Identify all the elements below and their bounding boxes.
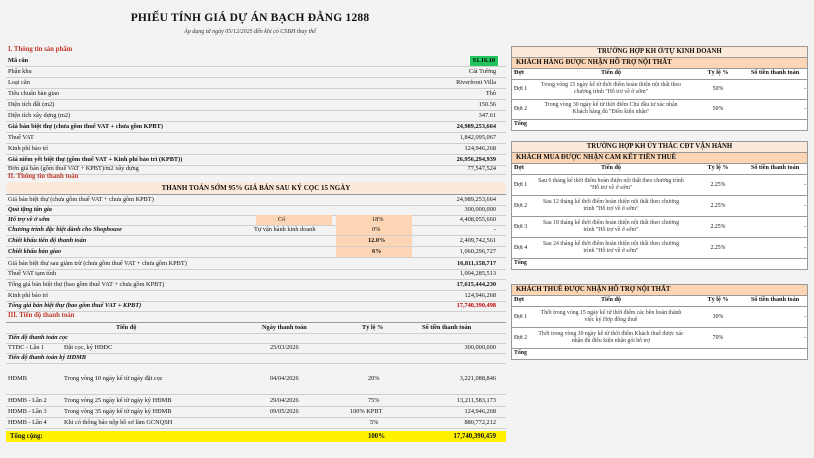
grand-total-value: 17,740,390,498 xyxy=(456,302,496,309)
col-header-amount: Số tiền thanh toán xyxy=(422,324,472,331)
col-progress: Tiến độ xyxy=(600,164,621,171)
product-value: Thô xyxy=(485,90,496,97)
schedule-installment: HĐMB xyxy=(8,375,27,382)
sheet-title: PHIẾU TÍNH GIÁ DỰ ÁN BẠCH ĐẰNG 1288 xyxy=(130,12,370,24)
schedule-date: 25/03/2026 xyxy=(270,344,299,351)
row-percent: 50% xyxy=(712,86,724,92)
total-row xyxy=(6,431,506,442)
row-desc: Thời trong vòng 30 ngày kể từ thời điểm Khách thuê được xác nhận đủ điều kiện nhận gói hỗ trợ xyxy=(538,331,684,344)
schedule-row xyxy=(6,418,506,429)
box1-total-row xyxy=(511,120,808,131)
product-label: Đơn giá bán (gồm thuế VAT + KPBT)/m2 xây dựng xyxy=(8,165,139,172)
schedule-date: 09/05/2026 xyxy=(270,408,299,415)
product-row xyxy=(6,111,506,122)
box2-row xyxy=(511,196,808,217)
product-label: Loại căn xyxy=(8,79,30,86)
col-dot: Đợt xyxy=(514,69,524,76)
row-amount: - xyxy=(804,203,806,209)
product-value: 1,842,095,067 xyxy=(459,134,496,141)
product-label: Mã căn xyxy=(8,57,29,64)
row-percent: 50% xyxy=(712,106,724,112)
product-value: 347.61 xyxy=(478,112,496,119)
product-row xyxy=(6,144,506,155)
box2-header xyxy=(511,164,808,175)
row-percent: 70% xyxy=(712,335,724,341)
product-label: Thuế VAT xyxy=(8,134,34,141)
product-label: Giá niêm yết biệt thự (gồm thuế VAT + Kinh phí bảo trì (KPBT)) xyxy=(8,156,183,163)
payment-row xyxy=(6,280,506,291)
schedule-row xyxy=(6,407,506,418)
col-progress: Tiến độ xyxy=(600,296,621,303)
section-3-header xyxy=(6,311,506,321)
box2-title: TRƯỜNG HỢP KH ỦY THÁC CĐT VẬN HÀNH xyxy=(511,141,808,153)
box3-header xyxy=(511,296,808,307)
product-value: Riverfront Villa xyxy=(456,79,496,86)
product-row xyxy=(6,133,506,144)
box2-row xyxy=(511,175,808,196)
handover-discount-percent[interactable]: 6% xyxy=(372,248,382,255)
col-amount: Số tiền thanh toán xyxy=(750,164,800,171)
section-1-title: I. Thông tin sản phẩm xyxy=(8,46,73,53)
row-percent: 2.25% xyxy=(710,245,726,251)
payment-value: 24,989,253,664 xyxy=(456,196,496,203)
total-amount: 17,740,390,459 xyxy=(453,433,496,440)
product-value: 24,989,253,664 xyxy=(456,123,496,130)
payment-label: Giá bán biệt thự sau giảm trừ (chưa gồm thuế VAT + chưa gồm KPBT) xyxy=(8,260,187,267)
payment-value: 4,408,055,660 xyxy=(459,216,496,223)
col-percent: Tỷ lệ % xyxy=(707,164,729,171)
row-desc: Sau 24 tháng kể thời điểm hoàn thiện nội thất theo chương trình "Hỗ trợ về ở sớm" xyxy=(543,241,679,254)
row-desc: Sau 18 tháng kể thời điểm hoàn thiện nội thất theo chương trình "Hỗ trợ về ở sớm" xyxy=(543,220,679,233)
total-label: Tổng cộng: xyxy=(10,433,43,440)
early-move-percent[interactable]: 18% xyxy=(372,216,384,223)
shophouse-percent[interactable]: 0% xyxy=(372,226,381,233)
box1-row xyxy=(511,80,808,100)
section-3-title: III. Tiến độ thanh toán xyxy=(8,312,75,319)
col-amount: Số tiền thanh toán xyxy=(750,69,800,76)
payment-value: 2,409,742,561 xyxy=(459,237,496,244)
owner-business-box xyxy=(511,46,808,131)
product-label: Kinh phí bảo trì xyxy=(8,145,49,152)
schedule-amount: 124,946,268 xyxy=(464,408,496,415)
box2-subtitle: KHÁCH MUA ĐƯỢC NHẬN CAM KẾT TIỀN THUÊ xyxy=(511,153,808,164)
schedule-condition: Trong vòng 35 ngày kể từ ngày ký HĐMB xyxy=(64,408,172,415)
payment-label: Quà tặng tân gia xyxy=(8,206,52,213)
tenant-support-box xyxy=(511,284,808,360)
box1-header xyxy=(511,69,808,80)
row-total-label: Tổng xyxy=(514,260,527,266)
product-value: 150.56 xyxy=(478,101,496,108)
row-amount: - xyxy=(804,86,806,92)
early-move-option[interactable]: Có xyxy=(278,216,286,223)
row-dot: Đợt 1 xyxy=(514,86,528,92)
box2-total-row xyxy=(511,259,808,270)
payment-label: Giá bán biệt thự (chưa gồm thuế VAT + chưa gồm KPBT) xyxy=(8,196,154,203)
payment-value: 124,946,268 xyxy=(464,292,496,299)
product-row xyxy=(6,122,506,133)
schedule-date: 04/04/2026 xyxy=(270,375,299,382)
schedule-percent: 20% xyxy=(368,375,380,382)
schedule-date: 29/04/2026 xyxy=(270,397,299,404)
payment-label: Tổng giá bán biệt thự (bao gồm thuế VAT + KPBT) xyxy=(8,302,142,309)
row-dot: Đợt 2 xyxy=(514,203,528,209)
payment-row xyxy=(6,247,506,258)
total-percent: 100% xyxy=(368,433,385,440)
product-row xyxy=(6,100,506,111)
shophouse-option[interactable]: Tự vận hành kinh doanh xyxy=(254,226,316,233)
row-amount: - xyxy=(804,106,806,112)
row-percent: 2.25% xyxy=(710,203,726,209)
schedule-condition: Khi có thông báo nộp hồ sơ làm GCNQSH xyxy=(64,419,173,426)
col-header-progress: Tiến độ xyxy=(116,324,137,331)
row-desc: Trong vòng 30 ngày kể từ thời điểm Chủ đầu tư xác nhận Khách hàng đủ "Điều kiện nhận" xyxy=(544,102,678,115)
schedule-installment: HĐMB - Lần 3 xyxy=(8,408,47,415)
schedule-subheader-label: Tiến độ thanh toán cọc xyxy=(8,334,68,341)
schedule-installment: HĐMB - Lần 4 xyxy=(8,419,47,426)
row-percent: 2.25% xyxy=(710,224,726,230)
row-desc: Trong vòng 15 ngày kể từ thời điểm hoàn thiện nội thất theo chương trình "Hỗ trợ về ở sớm" xyxy=(541,82,681,95)
schedule-amount: 880,772,212 xyxy=(464,419,496,426)
section-1-header xyxy=(6,45,506,55)
row-dot: Đợt 2 xyxy=(514,106,528,112)
box3-row xyxy=(511,328,808,349)
schedule-condition: Trong vòng 25 ngày kể từ ngày ký HĐMB xyxy=(64,397,172,404)
payment-value: - xyxy=(493,226,496,233)
schedule-subheader xyxy=(6,353,506,364)
row-percent: 2.25% xyxy=(710,182,726,188)
col-progress: Tiến độ xyxy=(600,69,621,76)
product-value: 77,547,524 xyxy=(467,165,496,172)
product-row xyxy=(6,56,506,67)
schedule-amount: 13,211,583,173 xyxy=(456,397,496,404)
row-total-label: Tổng xyxy=(514,121,527,127)
schedule-condition: Trong vòng 10 ngày kể từ ngày đặt cọc xyxy=(64,375,163,382)
row-dot: Đợt 3 xyxy=(514,224,528,230)
box2-row xyxy=(511,238,808,259)
product-row xyxy=(6,89,506,100)
payment-label: Kinh phí bảo trì xyxy=(8,292,49,299)
schedule-row xyxy=(6,364,506,395)
box2-row xyxy=(511,217,808,238)
row-desc: Thời trong vòng 15 ngày kể từ thời điểm các bên hoàn thành việc ký Hợp đồng thuê xyxy=(540,310,682,323)
payment-value: 300,000,000 xyxy=(464,206,496,213)
col-percent: Tỷ lệ % xyxy=(707,296,729,303)
payment-value: 16,811,158,717 xyxy=(456,260,496,267)
row-total-label: Tổng xyxy=(514,350,527,356)
col-amount: Số tiền thanh toán xyxy=(750,296,800,303)
payment-label: Chiết khấu bán giao xyxy=(8,248,62,255)
product-row xyxy=(6,78,506,89)
row-dot: Đợt 1 xyxy=(514,314,528,320)
row-amount: - xyxy=(804,182,806,188)
product-row xyxy=(6,67,506,78)
schedule-condition: Đặt cọc, ký HĐĐC xyxy=(64,344,113,351)
section-2-header xyxy=(6,172,506,182)
payment-label: Thuế VAT tạm tính xyxy=(8,270,57,277)
col-dot: Đợt xyxy=(514,164,524,171)
row-amount: - xyxy=(804,335,806,341)
schedule-percent: 75% xyxy=(368,397,380,404)
schedule-amount: 300,000,000 xyxy=(464,344,496,351)
unit-code-badge: S1.16.10 xyxy=(470,56,498,66)
payment-value: 1,004,285,513 xyxy=(459,270,496,277)
payment-value: 17,615,444,230 xyxy=(456,281,496,288)
product-label: Diện tích xây dựng (m2) xyxy=(8,112,71,119)
payment-row xyxy=(6,269,506,280)
product-label: Tiêu chuẩn bàn giao xyxy=(8,90,60,97)
schedule-installment: TTĐC - Lần 1 xyxy=(8,344,45,351)
payment-row xyxy=(6,225,506,236)
product-label: Diện tích đất (m2) xyxy=(8,101,55,108)
section-2-title: II. Thông tin thanh toán xyxy=(8,173,79,180)
row-percent: 30% xyxy=(712,314,724,320)
payment-label: Chương trình đặc biệt dành cho Shophouse xyxy=(8,226,122,233)
col-percent: Tỷ lệ % xyxy=(707,69,729,76)
row-dot: Đợt 4 xyxy=(514,245,528,251)
payment-row xyxy=(6,236,506,247)
box3-subtitle: KHÁCH THUÊ ĐƯỢC NHẬN HỖ TRỢ NỘI THẤT xyxy=(511,284,808,296)
row-dot: Đợt 2 xyxy=(514,335,528,341)
schedule-subheader-label: Tiến độ thanh toán ký HĐMB xyxy=(8,354,86,361)
product-value: 124,946,268 xyxy=(464,145,496,152)
row-desc: Sau 6 tháng kể thời điểm hoàn thiện nội thất theo chương trình "Hỗ trợ về ở sớm" xyxy=(538,178,684,191)
schedule-percent: 100% KPBT xyxy=(350,408,383,415)
schedule-installment: HĐMB - Lần 2 xyxy=(8,397,47,404)
payment-plan-header: THANH TOÁN SỚM 95% GIÁ BÁN SAU KÝ CỌC 15 NGÀY xyxy=(6,182,506,195)
col-header-percent: Tỷ lệ % xyxy=(362,324,384,331)
sheet-subtitle: Áp dụng từ ngày 05/12/2025 đến khi có CSBH thay thế xyxy=(184,29,316,35)
col-header-date: Ngày thanh toán xyxy=(262,324,307,331)
schedule-row xyxy=(6,396,506,407)
payment-label: Tổng giá bán biệt thự (bao gồm thuế VAT + chưa gồm KPBT) xyxy=(8,281,165,288)
payment-label: Hỗ trợ về ở sớm xyxy=(8,216,50,223)
row-desc: Sau 12 tháng kể thời điểm hoàn thiện nội thất theo chương trình "Hỗ trợ về ở sớm" xyxy=(543,199,679,212)
product-value: Cát Tường xyxy=(468,68,496,75)
product-value: 26,956,294,939 xyxy=(456,156,496,163)
row-amount: - xyxy=(804,245,806,251)
schedule-percent: 5% xyxy=(370,419,379,426)
row-dot: Đợt 1 xyxy=(514,182,528,188)
box3-total-row xyxy=(511,349,808,360)
row-amount: - xyxy=(804,314,806,320)
box1-title: TRƯỜNG HỢP KH Ở/TỰ KINH DOANH xyxy=(511,46,808,58)
col-dot: Đợt xyxy=(514,296,524,303)
product-label: Giá bán biệt thự (chưa gồm thuế VAT + chưa gồm KPBT) xyxy=(8,123,163,130)
product-label: Phân khu xyxy=(8,68,32,75)
progress-discount-percent[interactable]: 12.0% xyxy=(368,237,386,244)
schedule-amount: 3,221,088,846 xyxy=(459,375,496,382)
box1-row xyxy=(511,100,808,120)
payment-value: 1,060,296,727 xyxy=(459,248,496,255)
box3-row xyxy=(511,307,808,328)
payment-label: Chiết khấu tiến độ thanh toán xyxy=(8,237,87,244)
box1-subtitle: KHÁCH HÀNG ĐƯỢC NHẬN HỖ TRỢ NỘI THẤT xyxy=(511,58,808,69)
entrust-operation-box xyxy=(511,141,808,270)
row-amount: - xyxy=(804,224,806,230)
